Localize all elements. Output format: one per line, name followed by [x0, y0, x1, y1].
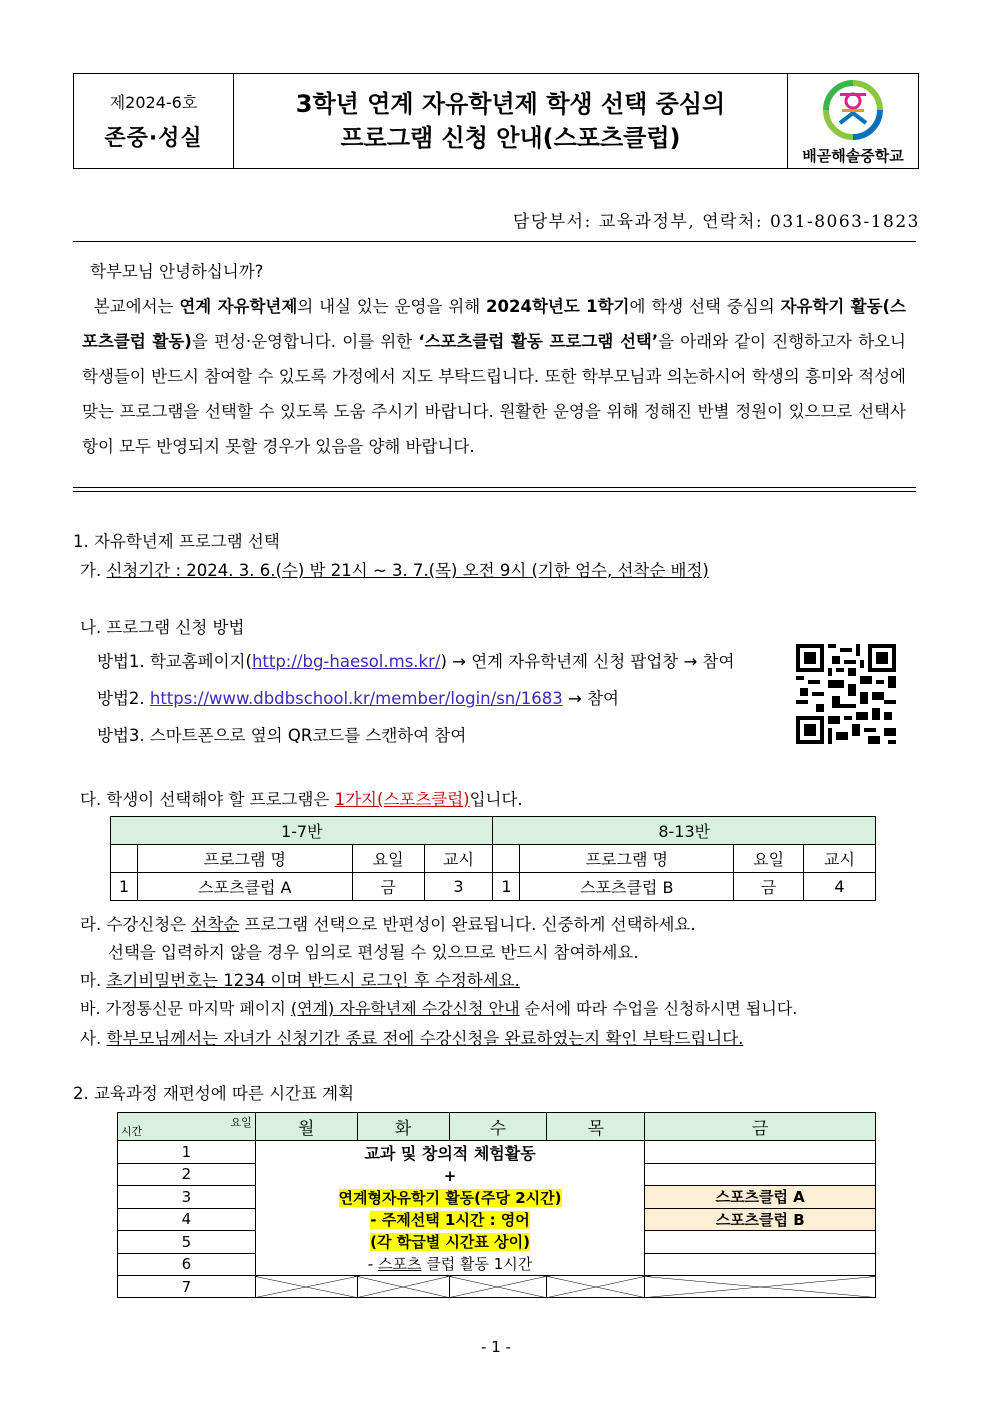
fri-cell	[645, 1231, 876, 1254]
period-label: 7	[118, 1276, 256, 1298]
day-header: 금	[645, 1113, 876, 1141]
fri-sports-club-a: 스포츠클럽 A	[645, 1186, 876, 1209]
divider-top	[73, 241, 916, 242]
greeting: 학부모님 안녕하십니까?	[90, 262, 264, 281]
title-line-2: 프로그램 신청 안내(스포츠클럽)	[340, 124, 681, 152]
table-header-cell: 프로그램 명	[137, 845, 352, 873]
period-label: 4	[118, 1208, 256, 1231]
department-contact: 담당부서: 교육과정부, 연락처: 031-8063-1823	[512, 212, 920, 232]
fri-cell	[645, 1141, 876, 1164]
day-header: 월	[255, 1113, 357, 1141]
note-ra-1: 라. 수강신청은 선착순 프로그램 선택으로 반편성이 완료됩니다. 신중하게 선택하세요.	[80, 915, 696, 934]
period-label: 6	[118, 1253, 256, 1276]
school-motto: 존중·성실	[104, 126, 203, 151]
section-2-heading: 2. 교육과정 재편성에 따른 시간표 계획	[73, 1084, 355, 1103]
class-program-table	[110, 816, 876, 901]
empty-slot	[547, 1276, 645, 1298]
fri-cell	[645, 1163, 876, 1186]
method-2: 방법2. https://www.dbdbschool.kr/member/login/sn/1683 → 참여	[97, 689, 619, 708]
divider-bottom	[73, 487, 916, 492]
note-ra-2: 선택을 입력하지 않을 경우 임의로 편성될 수 있으므로 반드시 참여하세요.	[108, 943, 639, 962]
program-count: 다. 학생이 선택해야 할 프로그램은 1가지(스포츠클럽)입니다.	[80, 790, 523, 809]
empty-slot	[357, 1276, 449, 1298]
intro-paragraph: 본교에서는 연계 자유학년제의 내실 있는 운영을 위해 2024학년도 1학기에 학생 선택 중심의 자유학기 활동(스포츠클럽 활동)을 편성·운영합니다. 이를 위한 ‘스포츠클럽 활동 프로그램 선택’을 아래와 같이 진행하고자 하오니 학생들이 반드시 참여할 수 있도록 가정에서 지도 부탁드립니다. 또한 학부모님과 의논하시어 학생의 흥미와 적성에 맞는 프로그램을 선택할 수 있도록 도움 주시기 바랍니다. 원활한 운영을 위해 정해진 반별 정원이 있으므로 선택사항이 모두 반영되지 못할 경우가 있음을 양해 바랍니다.	[82, 297, 907, 456]
section-1-heading: 1. 자유학년제 프로그램 선택	[73, 532, 280, 551]
document-header	[73, 73, 919, 169]
timetable	[117, 1112, 876, 1298]
school-logo-cell	[788, 74, 918, 168]
qr-code-icon	[796, 644, 896, 744]
note-sa: 사. 학부모님께서는 자녀가 신청기간 종료 전에 수강신청을 완료하였는지 확인 부탁드립니다.	[80, 1029, 744, 1048]
document-title	[234, 74, 788, 168]
header-left-cell	[74, 74, 234, 168]
empty-slot	[255, 1276, 357, 1298]
period-label: 1	[118, 1141, 256, 1164]
empty-slot	[645, 1276, 876, 1298]
table-header-cell	[493, 845, 520, 873]
note-ba: 바. 가정통신문 마지막 페이지 (연계) 자유학년제 수강신청 안내 순서에 따라 수업을 신청하시면 됩니다.	[80, 999, 798, 1018]
school-logo-icon	[820, 77, 886, 143]
empty-slot	[449, 1276, 547, 1298]
period-label: 5	[118, 1231, 256, 1254]
table-header-cell: 교시	[804, 845, 876, 873]
table-row: 1 스포츠클럽 A 금 3 1 스포츠클럽 B 금 4	[111, 873, 876, 901]
table-header-cell	[111, 845, 138, 873]
timetable-corner: 요일 시간	[118, 1113, 256, 1141]
table-header-cell: 교시	[424, 845, 493, 873]
note-ma: 마. 초기비밀번호는 1234 이며 반드시 로그인 후 수정하세요.	[80, 971, 520, 990]
application-period: 가. 신청기간 : 2024. 3. 6.(수) 밤 21시 ~ 3. 7.(목) 오전 9시 (기한 엄수, 선착순 배정)	[80, 561, 709, 580]
group-header-1-7: 1-7반	[111, 817, 493, 845]
period-label: 3	[118, 1186, 256, 1209]
table-header-cell: 요일	[734, 845, 804, 873]
table-header-cell: 요일	[352, 845, 424, 873]
day-header: 수	[449, 1113, 547, 1141]
page-number: - 1 -	[481, 1338, 511, 1356]
method-heading: 나. 프로그램 신청 방법	[80, 618, 245, 637]
method-1: 방법1. 학교홈페이지(http://bg-haesol.ms.kr/) → 연계 자유학년제 신청 팝업창 → 참여	[97, 652, 735, 671]
method-3: 방법3. 스마트폰으로 옆의 QR코드를 스캔하여 참여	[97, 726, 467, 745]
fri-sports-club-b: 스포츠클럽 B	[645, 1208, 876, 1231]
day-header: 목	[547, 1113, 645, 1141]
school-name: 배곧해솔중학교	[802, 146, 904, 165]
title-line-1: 3학년 연계 자유학년제 학생 선택 중심의	[295, 90, 726, 118]
registration-link[interactable]: https://www.dbdbschool.kr/member/login/sn/1683	[149, 689, 563, 708]
fri-cell	[645, 1253, 876, 1276]
day-header: 화	[357, 1113, 449, 1141]
intro-letter	[82, 254, 906, 464]
group-header-8-13: 8-13반	[493, 817, 876, 845]
school-homepage-link[interactable]: http://bg-haesol.ms.kr/	[251, 652, 441, 671]
document-number: 제2024-6호	[109, 93, 198, 112]
table-header-cell: 프로그램 명	[520, 845, 734, 873]
period-label: 2	[118, 1163, 256, 1186]
mon-thu-merged-cell: 교과 및 창의적 체험활동 + 연계형자유학기 활동(주당 2시간) - 주제선택 1시간 : 영어 (각 학급별 시간표 상이) - 스포츠 클럽 활동 1시간	[255, 1141, 644, 1276]
